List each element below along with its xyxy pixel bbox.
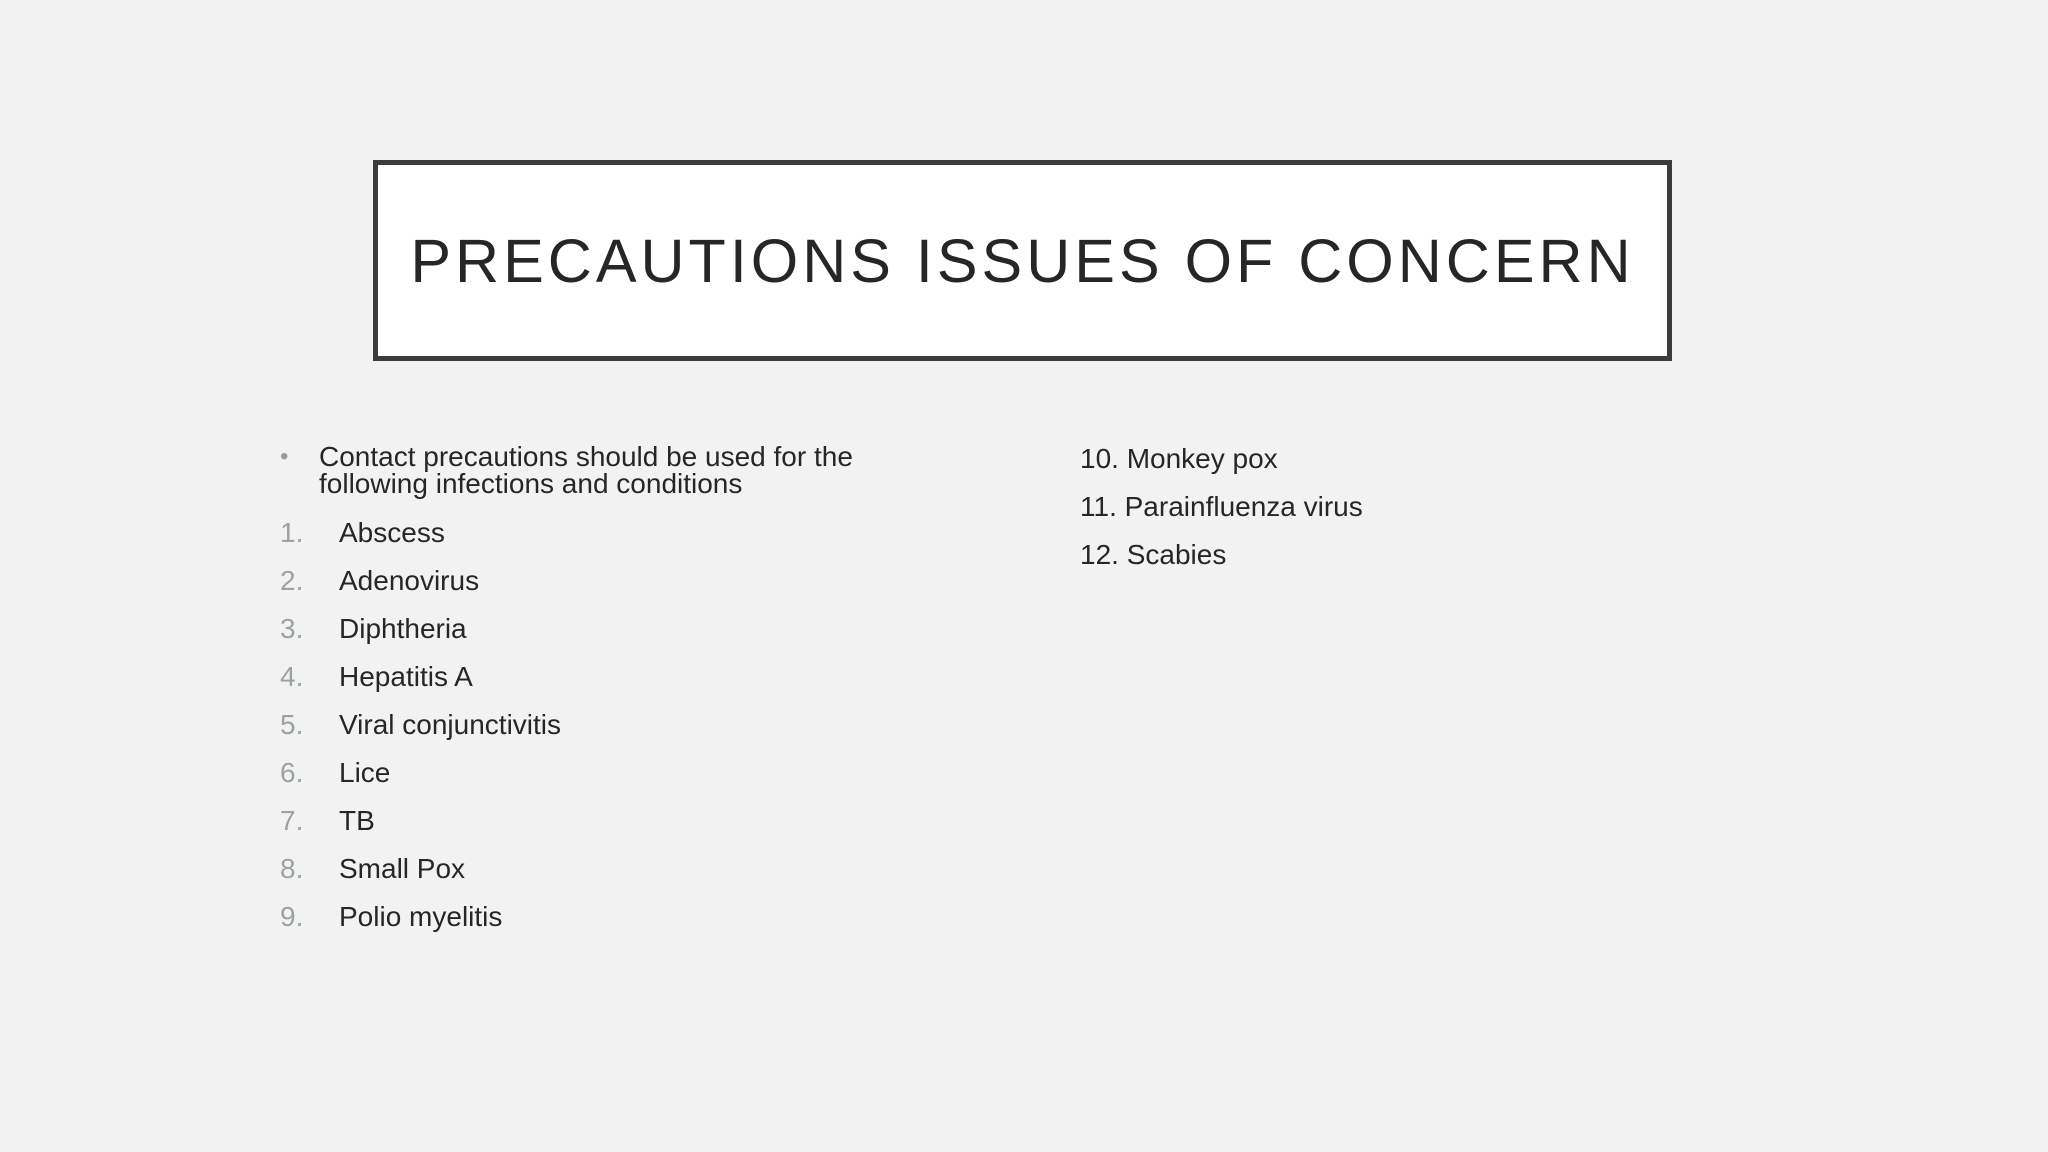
right-column [1080, 443, 1680, 587]
list-item: 11. Parainfluenza virus [1080, 491, 1363, 522]
slide-title: PRECAUTIONS ISSUES OF CONCERN [410, 226, 1635, 295]
list-item: 12. Scabies [1080, 539, 1227, 570]
list-item [280, 709, 940, 757]
list-number: 2. [280, 565, 304, 596]
list-label: Diphtheria [339, 613, 467, 644]
list-item [280, 757, 940, 805]
list-label: Viral conjunctivitis [339, 709, 562, 740]
list-label: Small Pox [339, 853, 466, 884]
list-number: 7. [280, 805, 304, 836]
bullet-dot-icon: • [280, 443, 289, 470]
list-number: 4. [280, 661, 304, 692]
list-item [280, 661, 940, 709]
list-item: 10. Monkey pox [1080, 443, 1278, 474]
intro-bullet [280, 443, 940, 497]
list-item [280, 613, 940, 661]
list-label: TB [339, 805, 375, 836]
list-number: 6. [280, 757, 304, 788]
list-number: 3. [280, 613, 304, 644]
intro-text: Contact precautions should be used for the following infections and conditions [319, 441, 853, 499]
list-label: Polio myelitis [339, 901, 503, 932]
list-number: 9. [280, 901, 304, 932]
list-number: 8. [280, 853, 304, 884]
list-number: 1. [280, 517, 304, 548]
list-item [280, 901, 940, 949]
list-item [280, 517, 940, 565]
title-box [373, 160, 1672, 361]
list-item [280, 805, 940, 853]
list-label: Adenovirus [339, 565, 480, 596]
list-item [280, 565, 940, 613]
list-label: Hepatitis A [339, 661, 473, 692]
list-label: Lice [339, 757, 391, 788]
left-column [280, 443, 940, 949]
list-item [280, 853, 940, 901]
list-number: 5. [280, 709, 304, 740]
list-label: Abscess [339, 517, 445, 548]
